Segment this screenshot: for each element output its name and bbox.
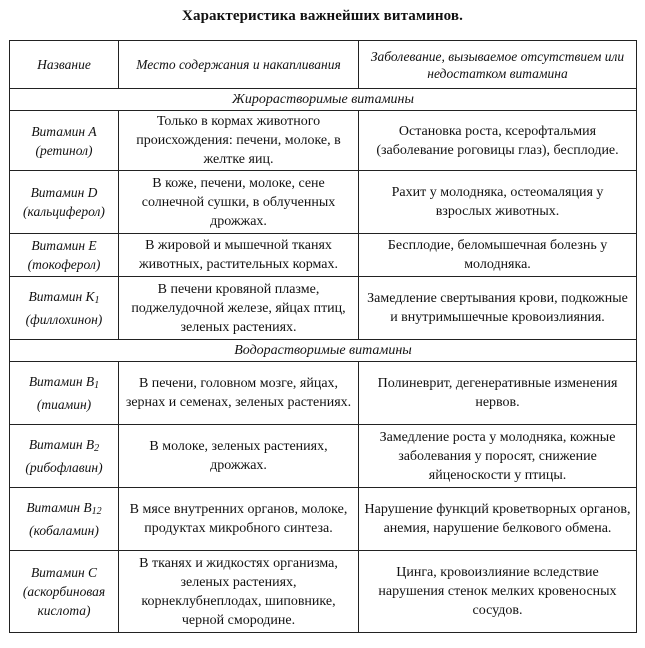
table-row: [10, 425, 637, 488]
vitamin-alt-name: (рибофлавин): [25, 460, 103, 475]
vitamin-name-cell: [10, 111, 119, 171]
header-place: Место содержания и накапливания: [119, 41, 359, 89]
vitamin-place: В мясе внутренних органов, молоке, продуктах микробного синтеза.: [119, 488, 359, 551]
vitamin-name: Витамин Е: [31, 238, 97, 253]
vitamin-name: Витамин В: [28, 374, 95, 389]
table-row: [10, 171, 637, 234]
vitamin-name: Витамин D: [30, 185, 98, 200]
table-row: [10, 234, 637, 277]
table-row: [10, 551, 637, 633]
vitamin-subscript: 2: [94, 443, 100, 454]
vitamin-disease: Цинга, кровоизлияние вследствие нарушения стенок мелких кровеносных сосудов.: [359, 551, 637, 633]
vitamin-disease: Замедление свертывания крови, подкожные и внутримышечные кровоизлияния.: [359, 277, 637, 340]
vitamin-disease: Полиневрит, дегенеративные изменения нервов.: [359, 362, 637, 425]
vitamin-place: В печени, головном мозге, яйцах, зернах и семенах, зеленых растениях.: [119, 362, 359, 425]
vitamin-name: Витамин К: [28, 289, 95, 304]
section-row-water-soluble: [10, 340, 637, 362]
vitamin-place: В печени кровяной плазме, поджелудочной железе, яйцах птиц, зеленых растениях.: [119, 277, 359, 340]
vitamin-name: Витамин В: [28, 437, 95, 452]
vitamin-alt-name: (аскорбиновая кислота): [22, 584, 106, 618]
table-row: [10, 362, 637, 425]
header-row: [10, 41, 637, 89]
vitamin-place: Только в кормах животного происхождения: печени, молоке, в желтке яиц.: [119, 111, 359, 171]
vitamin-name: Витамин С: [30, 565, 98, 580]
page-title: Характеристика важнейших витаминов.: [182, 8, 463, 24]
table-row: [10, 277, 637, 340]
vitamin-alt-name: (кобаламин): [29, 523, 99, 538]
vitamin-name-cell: [10, 234, 119, 277]
section-label: Водорастворимые витамины: [10, 340, 637, 362]
section-row-fat-soluble: [10, 89, 637, 111]
table-row: [10, 111, 637, 171]
vitamin-place: В тканях и жидкостях организма, зеленых растениях, корнеклубнеплодах, шиповнике, черной смородине.: [119, 551, 359, 633]
vitamin-name-cell: [10, 277, 119, 340]
vitamin-place: В молоке, зеленых растениях, дрожжах.: [119, 425, 359, 488]
vitamin-name-cell: [10, 425, 119, 488]
vitamin-name-cell: [10, 171, 119, 234]
section-label: Жирорастворимые витамины: [10, 89, 637, 111]
vitamin-alt-name: (кальциферол): [23, 204, 105, 219]
vitamin-name: Витамин В: [26, 500, 92, 515]
table-row: [10, 488, 637, 551]
vitamin-disease: Рахит у молодняка, остеомаляция у взрослых животных.: [359, 171, 637, 234]
vitamin-disease: Нарушение функций кроветворных органов, анемия, нарушение белкового обмена.: [359, 488, 637, 551]
vitamin-subscript: 1: [94, 380, 100, 391]
vitamin-name-cell: [10, 362, 119, 425]
header-name: Название: [10, 41, 119, 89]
vitamin-name: Витамин А: [31, 123, 97, 139]
header-disease: Заболевание, вызываемое отсутствием или недостатком витамина: [359, 41, 637, 89]
vitamin-place: В жировой и мышечной тканях животных, растительных кормах.: [119, 234, 359, 277]
vitamin-alt-name: (тиамин): [36, 397, 92, 412]
vitamin-subscript: 1: [94, 295, 100, 306]
vitamin-place: В коже, печени, молоке, сене солнечной сушки, в облученных дрожжах.: [119, 171, 359, 234]
vitamin-name-cell: [10, 488, 119, 551]
vitamin-alt-name: (филлохинон): [25, 312, 103, 327]
vitamin-disease: Бесплодие, беломышечная болезнь у молодняка.: [359, 234, 637, 277]
vitamin-alt-name: (ретинол): [35, 142, 93, 158]
vitamin-name-cell: [10, 551, 119, 633]
vitamins-table: [9, 40, 637, 633]
vitamin-subscript: 12: [91, 506, 102, 517]
vitamin-disease: Замедление роста у молодняка, кожные заболевания у поросят, снижение яйценоскости у птицы.: [359, 425, 637, 488]
vitamin-alt-name: (токоферол): [27, 257, 101, 272]
vitamin-disease: Остановка роста, ксерофтальмия (заболевание роговицы глаз), бесплодие.: [359, 111, 637, 171]
